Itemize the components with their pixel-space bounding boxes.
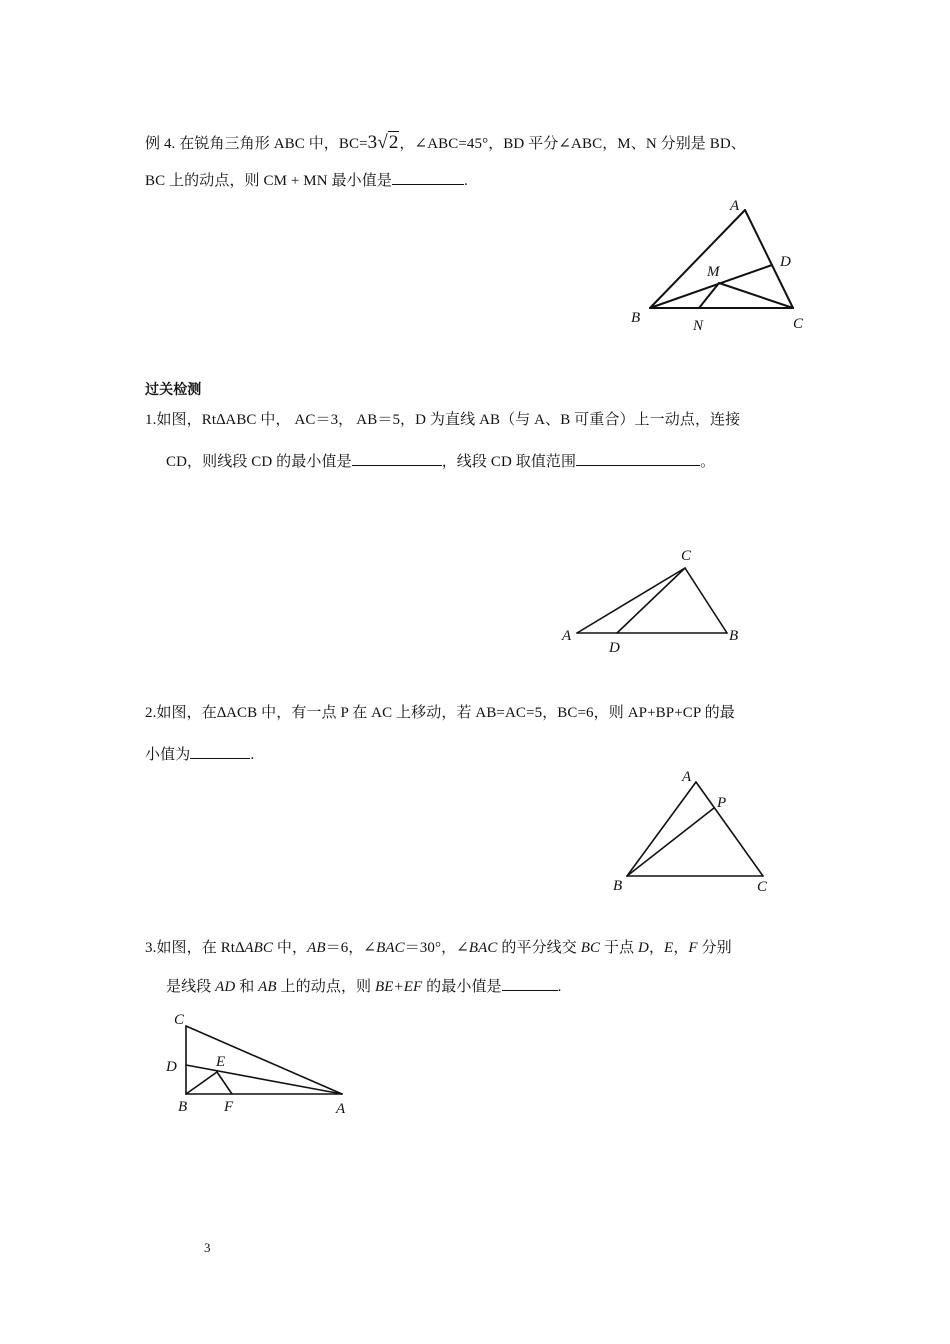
label-A: A — [730, 198, 740, 214]
q2-line1: 2.如图，在∆ACB 中，有一点 P 在 AC 上移动，若 AB=AC=5，BC=6，则 AP+BP+CP 的最 — [145, 705, 735, 721]
label-B: B — [613, 878, 623, 894]
label-F: F — [224, 1099, 234, 1115]
label-P: P — [717, 795, 727, 811]
q3-line2: 是线段 AD 和 AB 上的动点，则 BE+EF 的最小值是 . — [166, 975, 562, 997]
q1-text-mid: ，线段 CD 取值范围 — [441, 454, 577, 470]
label-N: N — [693, 318, 704, 334]
label-D: D — [609, 640, 620, 656]
q2-text: 小值为 — [145, 747, 191, 763]
sqrt-expression: 3√2 — [367, 132, 399, 153]
label-D: D — [166, 1059, 177, 1075]
q3-line1: 3.如图，在 Rt∆ABC 中，AB＝6，∠BAC＝30°，∠BAC 的平分线交 BC 于点 D，E，F 分别 — [145, 940, 732, 956]
q1-line1: 1.如图，Rt∆ABC 中， AC＝3， AB＝5，D 为直线 AB（与 A、B 可重合）上一动点，连接 — [145, 412, 741, 428]
label-C: C — [793, 316, 804, 332]
label-D: D — [780, 254, 791, 270]
label-A: A — [336, 1101, 346, 1117]
label-A: A — [682, 769, 692, 785]
label-C: C — [757, 879, 768, 895]
label-C: C — [681, 548, 692, 564]
q1-text: CD，则线段 CD 的最小值是 — [166, 454, 352, 470]
example4-text-cont: ，∠ABC=45°，BD 平分∠ABC，M、N 分别是 BD、 — [399, 136, 746, 152]
label-B: B — [631, 310, 641, 326]
example4-text-2: BC 上的动点，则 CM + MN 最小值是 — [145, 173, 392, 189]
period: . — [463, 173, 468, 189]
q1-period: 。 — [700, 454, 716, 470]
label-E: E — [216, 1054, 226, 1070]
label-C: C — [174, 1012, 185, 1028]
label-B: B — [729, 628, 739, 644]
label-M: M — [707, 264, 720, 280]
section-heading: 过关检测 — [145, 382, 202, 398]
label-B: B — [178, 1099, 188, 1115]
label-A: A — [562, 628, 572, 644]
q2-period: . — [250, 747, 255, 763]
example4-text: 例 4. 在锐角三角形 ABC 中，BC= — [145, 136, 368, 152]
page-number: 3 — [204, 1240, 211, 1255]
